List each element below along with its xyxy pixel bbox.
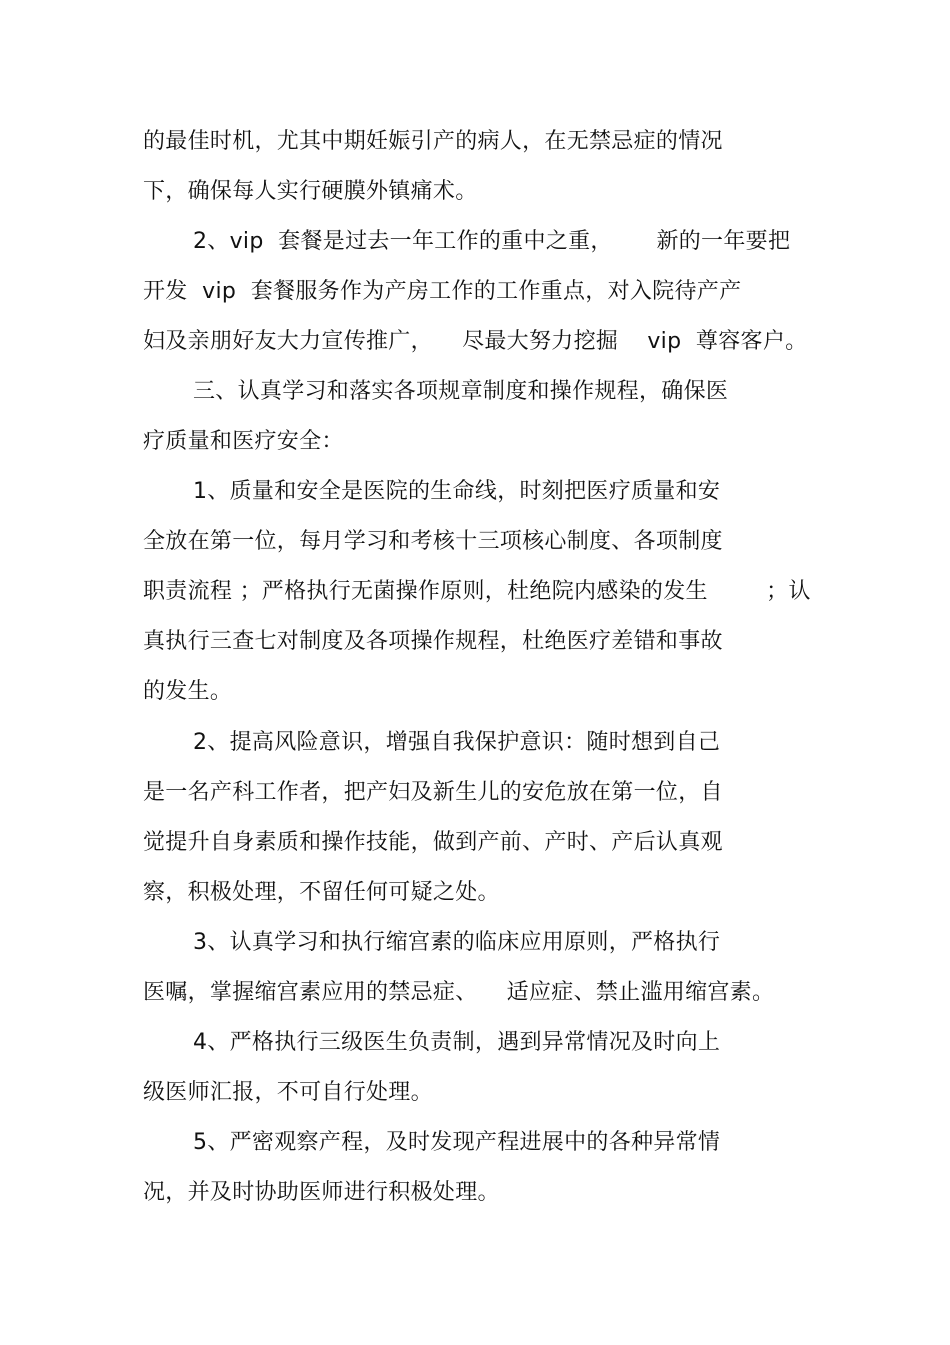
text-line: 妇及亲朋好友大力宣传推广， 尽最大努力挖掘 vip 尊容客户。 [143,329,808,354]
text-line: 级医师汇报，不可自行处理。 [143,1080,433,1105]
text-line: 的发生。 [143,679,233,704]
text-line: 3、认真学习和执行缩宫素的临床应用原则，严格执行 [193,930,721,955]
text-line: 5、严密观察产程，及时发现产程进展中的各种异常情 [193,1130,721,1155]
text-line: 觉提升自身素质和操作技能，做到产前、产时、产后认真观 [143,830,723,855]
text-line: 职责流程 ；严格执行无菌操作原则，杜绝院内感染的发生 ；认 [143,579,811,604]
text-line: 4、严格执行三级医生负责制，遇到异常情况及时向上 [193,1030,721,1055]
text-line: 1、质量和安全是医院的生命线，时刻把医疗质量和安 [193,479,721,504]
text-line: 全放在第一位，每月学习和考核十三项核心制度、各项制度 [143,529,723,554]
text-line: 医嘱，掌握缩宫素应用的禁忌症、 适应症、禁止滥用缩宫素。 [143,980,775,1005]
text-line: 开发 vip 套餐服务作为产房工作的工作重点，对入院待产产 [143,279,742,304]
text-line: 下，确保每人实行硬膜外镇痛术。 [143,179,478,204]
text-line: 2、提高风险意识，增强自我保护意识：随时想到自己 [193,730,721,755]
text-line: 察，积极处理，不留任何可疑之处。 [143,880,500,905]
text-line: 是一名产科工作者，把产妇及新生儿的安危放在第一位，自 [143,780,723,805]
section-heading-line: 疗质量和医疗安全： [143,429,344,454]
text-line: 2、vip 套餐是过去一年工作的重中之重， 新的一年要把 [193,229,791,254]
text-line: 真执行三查七对制度及各项操作规程，杜绝医疗差错和事故 [143,629,723,654]
text-line: 况，并及时协助医师进行积极处理。 [143,1180,500,1205]
text-line: 的最佳时机，尤其中期妊娠引产的病人，在无禁忌症的情况 [143,129,723,154]
section-heading-line: 三、认真学习和落实各项规章制度和操作规程，确保医 [193,379,729,404]
